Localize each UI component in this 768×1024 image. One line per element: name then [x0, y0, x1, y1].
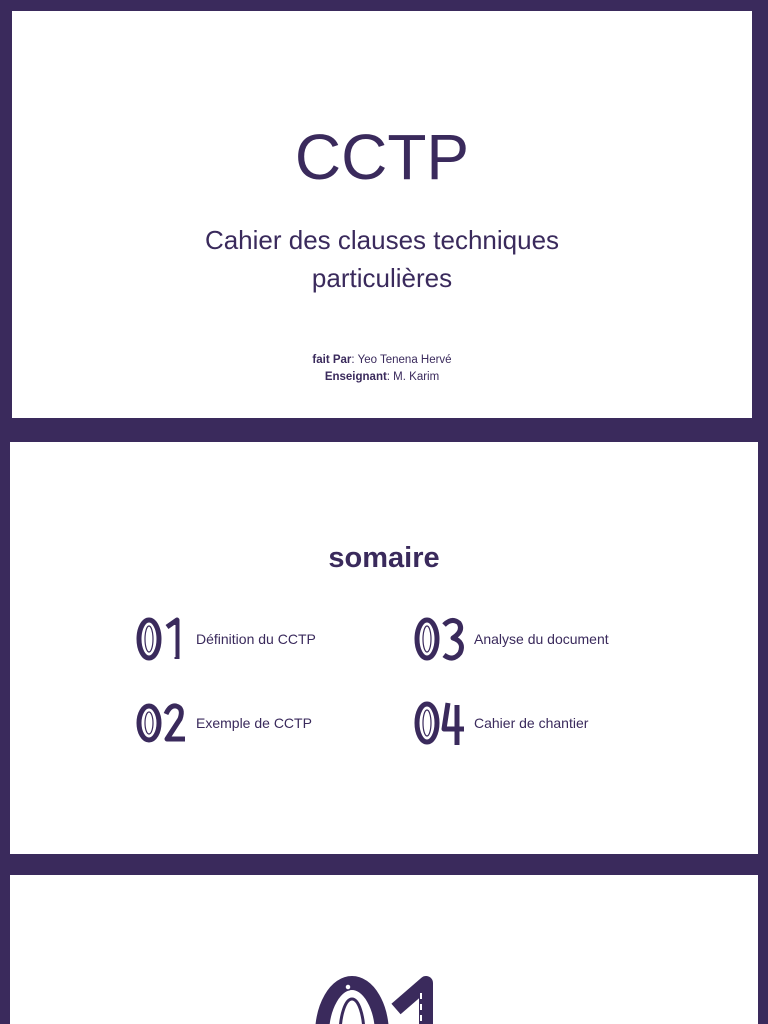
- toc-label-03: Analyse du document: [474, 631, 609, 647]
- teacher-line: [12, 369, 752, 386]
- credits: [12, 352, 752, 386]
- toc-number-04-icon: [412, 695, 468, 751]
- section-number-01-icon: [310, 967, 460, 1024]
- subtitle-line-2: particulières: [311, 263, 453, 293]
- author-value: : Yeo Tenena Hervé: [351, 354, 452, 366]
- toc-item-04[interactable]: [412, 695, 588, 751]
- presentation-title: CCTP: [294, 121, 470, 193]
- teacher-label: Enseignant: [324, 371, 387, 383]
- teacher-value: : M. Karim: [386, 371, 440, 383]
- author-label: fait Par: [312, 354, 352, 366]
- subtitle-line-1: Cahier des clauses techniques: [204, 225, 560, 255]
- toc-number-03-icon: [412, 611, 468, 667]
- author-line: [12, 352, 752, 369]
- toc-item-02[interactable]: [134, 695, 312, 751]
- toc-label-04: Cahier de chantier: [474, 715, 589, 731]
- slide-title[interactable]: [12, 11, 752, 418]
- presentation-subtitle: [112, 221, 652, 297]
- toc-label-02: Exemple de CCTP: [196, 715, 312, 731]
- toc-item-01[interactable]: [134, 611, 316, 667]
- toc-number-01-icon: [134, 611, 190, 667]
- toc-label-01: Définition du CCTP: [196, 631, 316, 647]
- slide-section-01[interactable]: [10, 875, 758, 1024]
- sommaire-title: somaire: [328, 542, 440, 574]
- slide-sommaire[interactable]: [10, 442, 758, 854]
- toc-item-03[interactable]: [412, 611, 609, 667]
- toc-number-02-icon: [134, 695, 190, 751]
